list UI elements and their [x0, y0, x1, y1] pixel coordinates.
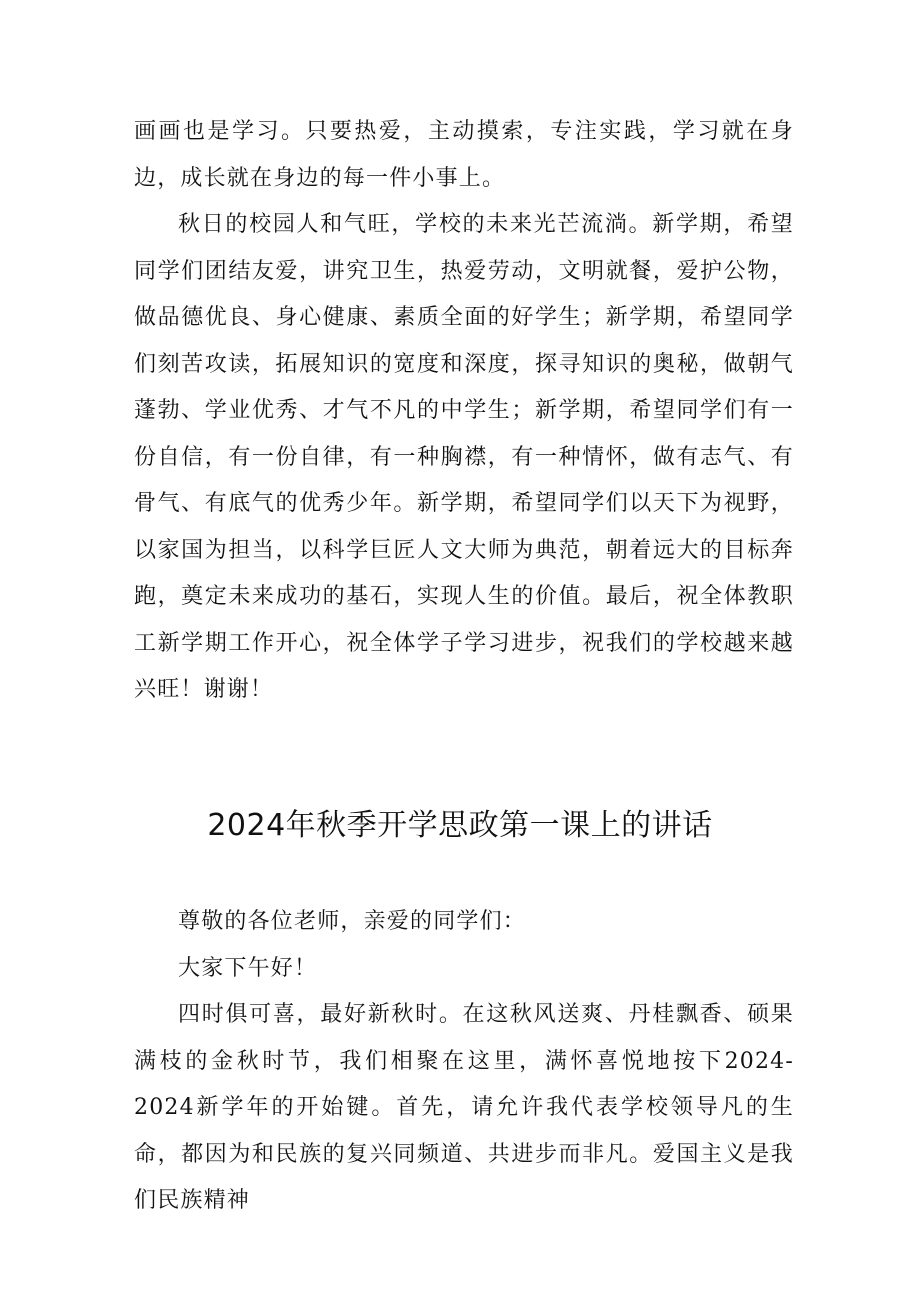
- speech-title: 2024年秋季开学思政第一课上的讲话: [207, 808, 713, 843]
- body-paragraph-autumn-wishes: 秋日的校园人和气旺，学校的未来光芒流淌。新学期，希望同学们团结友爱，讲究卫生，热爱劳动，文明就餐，爱护公物，做品德优良、身心健康、素质全面的好学生；新学期，希望同学们刻苦攻读，拓展知识的宽度和深度，探寻知识的奥秘，做朝气蓬勃、学业优秀、才气不凡的中学生；新学期，希望同学们有一份自信，有一份自律，有一种胸襟，有一种情怀，做有志气、有骨气、有底气的优秀少年。新学期，希望同学们以天下为视野，以家国为担当，以科学巨匠人文大师为典范，朝着远大的目标奔跑，奠定未来成功的基石，实现人生的价值。最后，祝全体教职工新学期工作开心，祝全体学子学习进步，祝我们的学校越来越兴旺！谢谢！: [134, 212, 794, 702]
- body-paragraph-continuation: 画画也是学习。只要热爱，主动摸索，专注实践，学习就在身边，成长就在身边的每一件小事上。: [134, 119, 794, 191]
- body-paragraph-intro: 四时俱可喜，最好新秋时。在这秋风送爽、丹桂飘香、硕果满枝的金秋时节，我们相聚在这里，满怀喜悦地按下2024-2024新学年的开始键。首先，请允许我代表学校领导凡的生命，都因为和民族的复兴同频道、共进步而非凡。爱国主义是我们民族精神: [134, 1002, 794, 1213]
- salutation-line: 尊敬的各位老师，亲爱的同学们：: [178, 909, 527, 934]
- greeting-line: 大家下午好！: [178, 956, 318, 981]
